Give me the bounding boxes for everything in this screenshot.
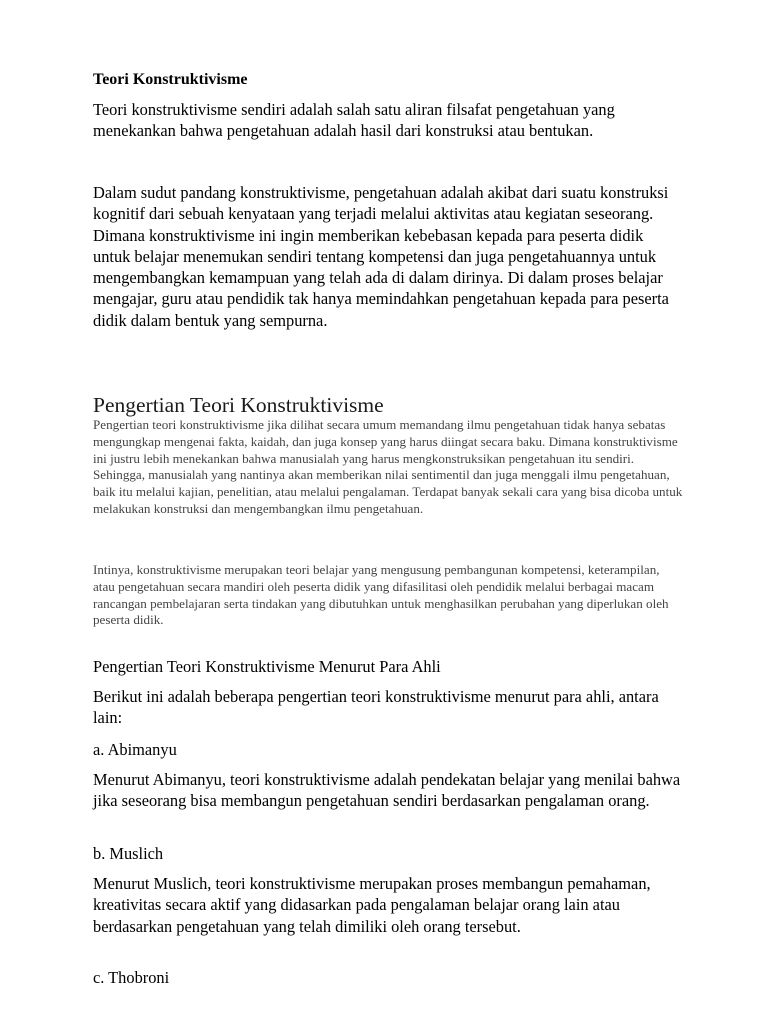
expert-b-text: Menurut Muslich, teori konstruktivisme merupakan proses membangun pemahaman, kreativitas secara aktif yang didasarkan pada pengalaman belajar orang lain atau berdasarkan pengetahuan yang telah dimiliki oleh orang tersebut. bbox=[93, 874, 651, 936]
body-paragraph-2: Dalam sudut pandang konstruktivisme, pengetahuan adalah akibat dari suatu konstruksi kognitif dari sebuah kenyataan yang terjadi melalui aktivitas atau kegiatan seseorang. Dimana konstruktivisme ini ingin memberikan kebebasan kepada para peserta didik untuk belajar menemukan sendiri tentang kompetensi dan juga pengetahuannya untuk mengembangkan kemampuan yang telah ada di dalam dirinya. Di dalam proses belajar mengajar, guru atau pendidik tak hanya memindahkan pengetahuan kepada para peserta didik dalam bentuk yang sempurna. bbox=[93, 183, 669, 330]
expert-b-label: b. Muslich bbox=[93, 844, 164, 863]
expert-a-label: a. Abimanyu bbox=[93, 740, 177, 759]
expert-a-text: Menurut Abimanyu, teori konstruktivisme adalah pendekatan belajar yang menilai bahwa jika seseorang bisa membangun pengetahuan sendiri berdasarkan pengalaman orang. bbox=[93, 770, 681, 811]
section-paragraph-2: Intinya, konstruktivisme merupakan teori belajar yang mengusung pembangunan kompetensi, keterampilan, atau pengetahuan secara mandiri oleh peserta didik yang difasilitasi oleh pendidik melalui berbagai macam rancangan pembelajaran serta tindakan yang dibutuhkan untuk menghasilkan perubahan yang diperlukan oleh peserta didik. bbox=[93, 562, 669, 628]
intro-paragraph: Teori konstruktivisme sendiri adalah salah satu aliran filsafat pengetahuan yang menekankan bahwa pengetahuan adalah hasil dari konstruksi atau bentukan. bbox=[93, 100, 615, 141]
experts-heading: Pengertian Teori Konstruktivisme Menurut Para Ahli bbox=[93, 657, 441, 676]
section-paragraph-1: Pengertian teori konstruktivisme jika dilihat secara umum memandang ilmu pengetahuan tidak hanya sebatas mengungkap mengenai fakta, kaidah, dan juga konsep yang harus diingat secara baku. Dimana konstruktivisme ini justru lebih menekankan bahwa manusialah yang harus mengkonstruksikan pengetahuan itu sendiri. Sehingga, manusialah yang nantinya akan memberikan nilai sentimentil dan juga menggali ilmu pengetahuan, baik itu melalui kajian, penelitian, atau melalui pengalaman. Terdapat banyak sekali cara yang bisa dicoba untuk melakukan konstruksi dan mengembangkan ilmu pengetahuan. bbox=[93, 417, 683, 516]
experts-intro: Berikut ini adalah beberapa pengertian teori konstruktivisme menurut para ahli, antara lain: bbox=[93, 687, 659, 728]
document-title: Teori Konstruktivisme bbox=[93, 71, 248, 88]
expert-c-label: c. Thobroni bbox=[93, 968, 170, 987]
section-heading: Pengertian Teori Konstruktivisme bbox=[93, 393, 384, 417]
